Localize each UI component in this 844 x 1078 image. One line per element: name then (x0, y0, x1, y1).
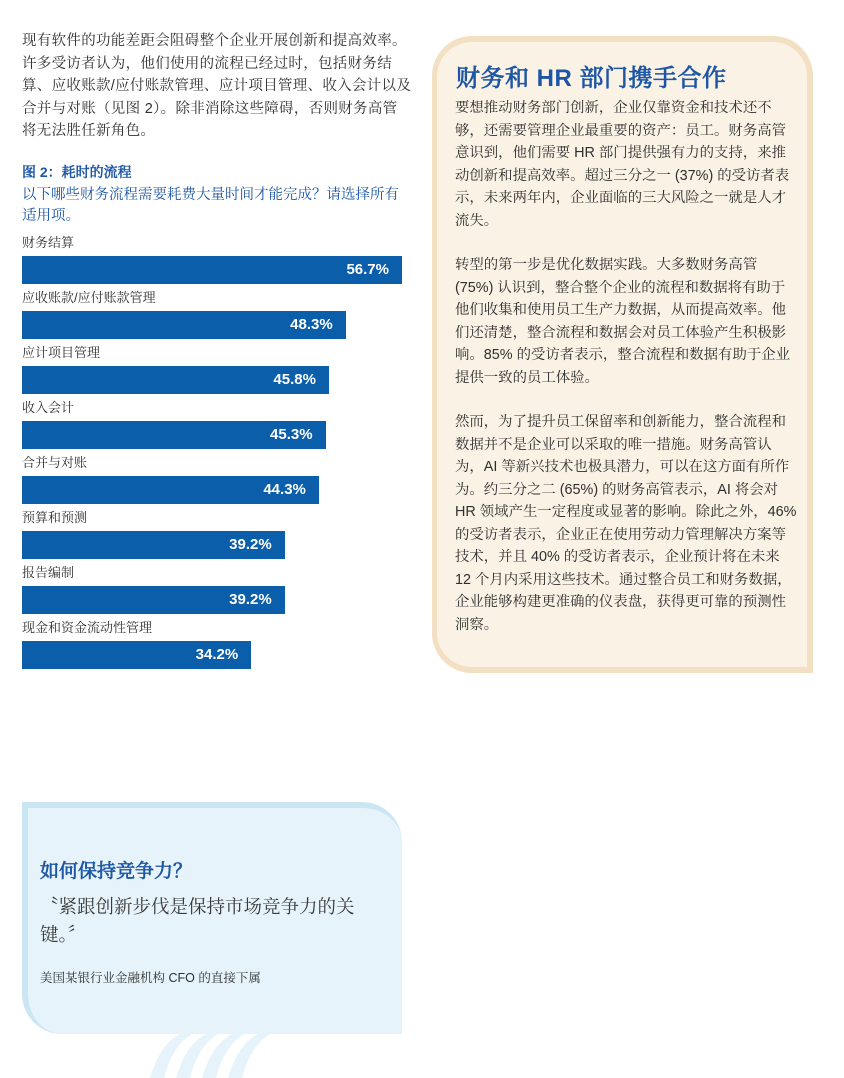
bar-row (22, 564, 285, 614)
bar (22, 476, 319, 504)
bar-value-label: 39.2% (229, 591, 272, 608)
hr-paragraph-3: 然而，为了提升员工保留率和创新能力，整合流程和数据并不是企业可以采取的唯一措施。财务高管认为，AI 等新兴技术也极具潜力，可以在这方面有所作为。约三分之二 (65%) 的财务高管表示，AI 将会对 HR 领域产生一定程度或显著的影响。除此之外，46% 的受访者表示，企业正在使用劳动力管理解决方案等技术，并且 40% 的受访者表示，企业预计将在未来 12 个月内采用这些技术。通过整合员工和财务数据，企业能够构建更准确的仪表盘，获得更可靠的预测性洞察。 (455, 414, 797, 633)
bar-value-label: 34.2% (195, 646, 239, 663)
competitiveness-title: 如何保持竞争力？ (40, 861, 193, 882)
bar-value-label: 45.8% (273, 371, 316, 388)
bar-row (22, 344, 329, 394)
quote-source: 美国某银行业金融机构 CFO 的直接下属 (40, 971, 261, 985)
bar (22, 586, 285, 614)
bar-value-label: 48.3% (290, 316, 333, 333)
bar-row (22, 509, 285, 559)
bar-category-label: 合并与对账 (22, 455, 88, 470)
bar-row (22, 619, 251, 669)
bar-value-label: 39.2% (229, 536, 272, 553)
intro-paragraph: 现有软件的功能差距会阻碍整个企业开展创新和提高效率。许多受访者认为，他们使用的流程已经过时，包括财务结算、应收账款/应付账款管理、应计项目管理、收入会计以及合并与对账（见图 2）。除非消除这些障碍，否则财务高管将无法胜任新角色。 (22, 33, 412, 139)
bar (22, 421, 326, 449)
bar-row (22, 454, 319, 504)
decorative-stripes (150, 1034, 270, 1078)
bar-category-label: 现金和资金流动性管理 (22, 620, 153, 635)
bar-value-label: 56.7% (346, 261, 389, 278)
hr-panel-title: 财务和 HR 部门携手合作 (456, 65, 727, 92)
bar-category-label: 应收账款/应付账款管理 (22, 290, 156, 305)
hr-collaboration-panel (432, 36, 813, 673)
hr-paragraph-1: 要想推动财务部门创新，企业仅靠资金和技术还不够，还需要管理企业最重要的资产：员工。财务高管意识到，他们需要 HR 部门提供强有力的支持，来推动创新和提高效率。超过三分之一 (37%) 的受访者表示，未来两年内，企业面临的三大风险之一就是人才流失。 (455, 100, 790, 229)
figure-title: 图 2：耗时的流程 (22, 164, 132, 180)
bar-value-label: 45.3% (270, 426, 313, 443)
hr-paragraph-2: 转型的第一步是优化数据实践。大多数财务高管 (75%) 认识到，整合整个企业的流程和数据将有助于他们收集和使用员工生产力数据，从而提高效率。他们还清楚，整合流程和数据会对员工体验产生积极影响。85% 的受访者表示，整合流程和数据有助于企业提供一致的员工体验。 (455, 257, 791, 386)
bar (22, 256, 402, 284)
competitiveness-panel (22, 802, 402, 1034)
bar-category-label: 报告编制 (22, 565, 75, 580)
figure-subtitle: 以下哪些财务流程需要耗费大量时间才能完成？请选择所有适用项。 (22, 187, 399, 224)
bar-row (22, 399, 326, 449)
bar-value-label: 44.3% (263, 481, 306, 498)
competitiveness-quote: 〝紧跟创新步伐是保持市场竞争力的关键。〞 (40, 896, 355, 945)
bar-category-label: 收入会计 (22, 400, 75, 415)
bar (22, 366, 329, 394)
bar-category-label: 应计项目管理 (22, 345, 101, 360)
bar-category-label: 预算和预测 (22, 510, 88, 525)
bar-row (22, 289, 346, 339)
bar-category-label: 财务结算 (22, 235, 75, 250)
bar-row (22, 234, 402, 284)
bar (22, 531, 285, 559)
bar (22, 641, 251, 669)
hr-panel-body (455, 97, 797, 658)
bar (22, 311, 346, 339)
